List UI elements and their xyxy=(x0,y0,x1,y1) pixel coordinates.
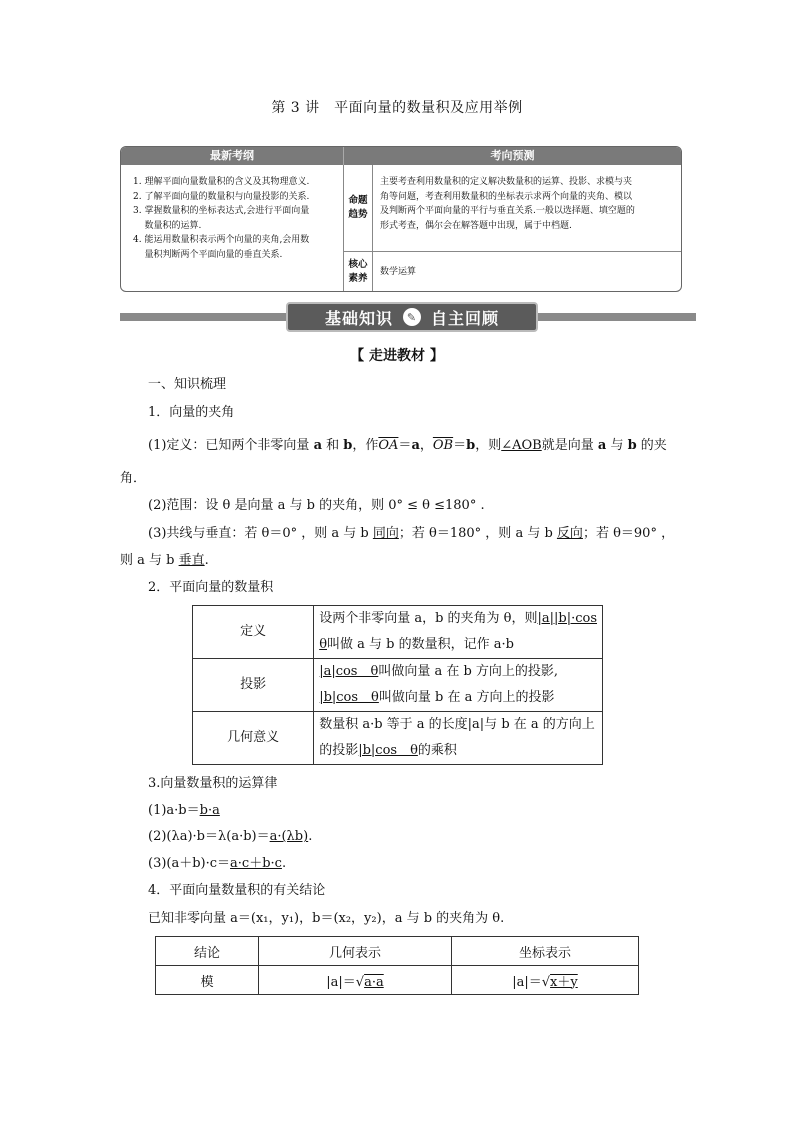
table-header: 坐标表示 xyxy=(452,937,639,966)
outline-item: 4. 能运用数量积表示两个向量的夹角,会用数 xyxy=(133,235,310,245)
dot-product-table xyxy=(192,605,603,765)
table-header: 结论 xyxy=(156,937,259,966)
table-cell: |a|cos θ叫做向量 a 在 b 方向上的投影, |b|cos θ叫做向量 b 在 a 方向上的投影 xyxy=(314,659,603,712)
table-row xyxy=(193,659,603,712)
table-header-row xyxy=(156,937,639,966)
table-row xyxy=(156,966,639,995)
table-cell: 设两个非零向量 a，b 的夹角为 θ，则|a||b|·cos θ叫做 a 与 b 的数量积，记作 a·b xyxy=(314,606,603,659)
banner-left-text: 基础知识 xyxy=(324,308,393,328)
outline-right-header: 考向预测 xyxy=(344,147,681,165)
outline-left-header: 最新考纲 xyxy=(121,147,343,165)
section-banner xyxy=(286,302,538,332)
subsection-title: 3.向量数量积的运算律 xyxy=(148,776,278,791)
table-cell: |a|＝√a·a xyxy=(259,966,452,995)
outline-item: 1. 理解平面向量数量积的含义及其物理意义. xyxy=(133,177,310,187)
outline-table xyxy=(120,146,682,292)
table-header: 几何表示 xyxy=(259,937,452,966)
trend-text: 主要考查利用数量积的定义解决数量积的运算、投影、求模与夹 角等问题，考查利用数量积的坐标表示求两个向量的夹角、模以 及判断两个平面向量的平行与垂直关系.一般以选择题、填空题的 形式考查，偶尔会在解答题中出现，属于中档题. xyxy=(380,177,635,231)
paragraph-collinear-cont: 则 a 与 b 垂直. xyxy=(120,553,209,568)
outline-item: 3. 掌握数量积的坐标表达式,会进行平面向量 xyxy=(133,206,310,216)
literacy-tag: 核心素养 xyxy=(344,252,373,291)
page-title: 第 3 讲 平面向量的数量积及应用举例 xyxy=(271,100,523,116)
trend-tag: 命题趋势 xyxy=(344,165,373,251)
outline-item: 数量积的运算. xyxy=(133,220,202,231)
subsection-title: 2．平面向量的数量积 xyxy=(148,580,274,595)
outline-item: 2. 了解平面向量的数量积与向量投影的关系. xyxy=(133,191,310,202)
pencil-icon: ✎ xyxy=(403,308,421,326)
paragraph-definition: (1)定义：已知两个非零向量 a 和 b，作$\overline{OA}=a$，$\overline{OB}=b$，则∠AOB就是向量 a 与 b 的夹 xyxy=(148,438,667,453)
outline-items xyxy=(121,165,344,291)
table-key: 定义 xyxy=(193,606,314,659)
table-cell: 数量积 a·b 等于 a 的长度|a|与 b 在 a 的方向上 的投影|b|cos θ的乘积 xyxy=(314,712,603,765)
paragraph-collinear: (3)共线与垂直：若 θ＝0° ，则 a 与 b 同向；若 θ＝180° ，则 a 与 b 反向；若 θ＝90° ， xyxy=(148,526,675,541)
banner-right-text: 自主回顾 xyxy=(431,308,500,328)
table-row xyxy=(193,606,603,659)
table-cell: 模 xyxy=(156,966,259,995)
subsection-title: 1．向量的夹角 xyxy=(148,405,235,420)
section-heading: 一、知识梳理 xyxy=(148,377,227,392)
table-key: 几何意义 xyxy=(193,712,314,765)
law-1: (1)a·b＝b·a xyxy=(148,803,220,818)
table-row xyxy=(193,712,603,765)
subsection-title: 4．平面向量数量积的有关结论 xyxy=(148,883,326,898)
law-2: (2)(λa)·b＝λ(a·b)＝a·(λb). xyxy=(148,829,313,844)
outline-item: 量积判断两个平面向量的垂直关系. xyxy=(133,249,283,260)
paragraph-intro: 已知非零向量 a＝(x₁，y₁)，b＝(x₂，y₂)，a 与 b 的夹角为 θ. xyxy=(148,911,505,926)
table-key: 投影 xyxy=(193,659,314,712)
conclusion-table xyxy=(155,936,639,995)
table-cell: |a|＝√x＋y xyxy=(452,966,639,995)
subtitle: 【 走进教材 】 xyxy=(350,348,444,364)
paragraph-range: (2)范围：设 θ 是向量 a 与 b 的夹角，则 0° ≤ θ ≤180° . xyxy=(148,498,485,513)
law-3: (3)(a＋b)·c＝a·c＋b·c. xyxy=(148,856,287,871)
literacy-text: 数学运算 xyxy=(380,267,417,277)
paragraph-definition-cont: 角． xyxy=(120,471,147,486)
